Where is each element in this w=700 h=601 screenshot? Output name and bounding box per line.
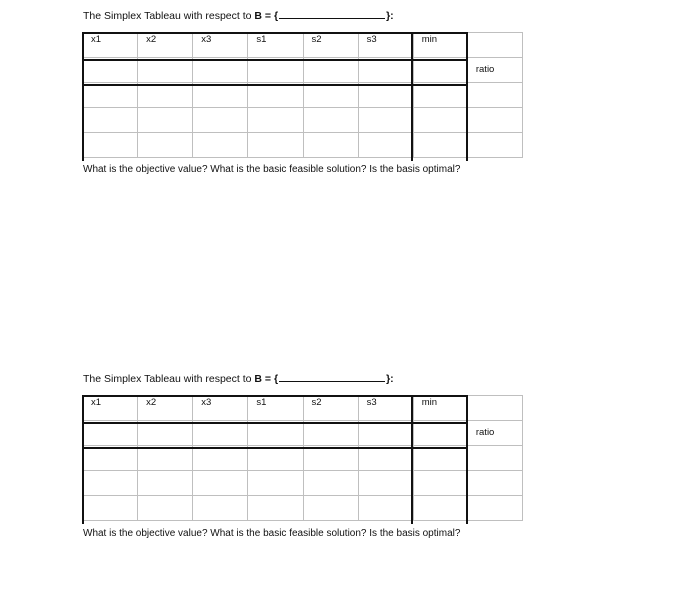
table-cell[interactable] (413, 108, 467, 133)
header-x3: x3 (193, 396, 248, 421)
question-text: What is the objective value? What is the basic feasible solution? Is the basis optimal? (83, 528, 461, 539)
table-cell[interactable] (193, 108, 248, 133)
table-cell[interactable] (303, 421, 358, 446)
table-cell[interactable] (303, 496, 358, 521)
table-cell[interactable] (193, 421, 248, 446)
header-s2: s2 (303, 396, 358, 421)
header-x1: x1 (83, 396, 138, 421)
frame-line (411, 395, 413, 524)
table-cell[interactable] (413, 58, 467, 83)
table-cell[interactable] (303, 108, 358, 133)
header-x3: x3 (193, 33, 248, 58)
table-cell[interactable] (138, 58, 193, 83)
table-cell[interactable] (303, 83, 358, 108)
table-row (83, 446, 523, 471)
table-row-header (83, 396, 523, 421)
simplex-tableau (82, 395, 523, 521)
frame-line (411, 32, 413, 161)
table-cell[interactable] (83, 496, 138, 521)
table-cell[interactable] (248, 421, 303, 446)
table-cell[interactable] (193, 471, 248, 496)
table-cell[interactable] (248, 58, 303, 83)
table-cell[interactable] (413, 496, 467, 521)
table-cell[interactable] (358, 496, 413, 521)
table-row-header (83, 33, 523, 58)
header-s1: s1 (248, 396, 303, 421)
table-cell[interactable] (413, 471, 467, 496)
header-x2: x2 (138, 33, 193, 58)
table-cell[interactable] (138, 108, 193, 133)
table-cell[interactable] (467, 133, 522, 158)
basis-blank[interactable] (279, 371, 385, 382)
frame-line (82, 32, 84, 161)
question-text: What is the objective value? What is the basic feasible solution? Is the basis optimal? (83, 164, 461, 175)
table-cell[interactable] (138, 496, 193, 521)
header-blank (467, 396, 522, 421)
table-cell[interactable] (248, 471, 303, 496)
header-x2: x2 (138, 396, 193, 421)
table-cell[interactable] (413, 83, 467, 108)
table-cell[interactable] (358, 108, 413, 133)
ratio-label: ratio (467, 421, 522, 446)
header-s3: s3 (358, 33, 413, 58)
basis-symbol: B (254, 373, 262, 385)
table-row-objective (83, 421, 523, 446)
table-cell[interactable] (138, 83, 193, 108)
header-blank (467, 33, 522, 58)
frame-line (466, 32, 468, 161)
tableau-title: The Simplex Tableau with respect to B = { }: (83, 373, 394, 385)
table-cell[interactable] (83, 133, 138, 158)
frame-line (466, 395, 468, 524)
table-cell[interactable] (358, 471, 413, 496)
table-cell[interactable] (138, 133, 193, 158)
table-row (83, 496, 523, 521)
table-cell[interactable] (413, 421, 467, 446)
table-cell[interactable] (193, 58, 248, 83)
table-cell[interactable] (413, 133, 467, 158)
table-row (83, 83, 523, 108)
table-row (83, 108, 523, 133)
header-s3: s3 (358, 396, 413, 421)
table-cell[interactable] (193, 83, 248, 108)
basis-blank[interactable] (279, 8, 385, 19)
header-min: min (413, 396, 467, 421)
table-cell[interactable] (303, 133, 358, 158)
header-x1: x1 (83, 33, 138, 58)
table-cell[interactable] (248, 133, 303, 158)
ratio-label: ratio (467, 58, 522, 83)
table-cell[interactable] (413, 446, 467, 471)
table-cell[interactable] (83, 421, 138, 446)
table-cell[interactable] (83, 83, 138, 108)
table-cell[interactable] (83, 58, 138, 83)
table-cell[interactable] (303, 58, 358, 83)
header-s1: s1 (248, 33, 303, 58)
table-cell[interactable] (358, 58, 413, 83)
table-cell[interactable] (83, 471, 138, 496)
table-row (83, 471, 523, 496)
table-cell[interactable] (358, 446, 413, 471)
table-row (83, 133, 523, 158)
header-s2: s2 (303, 33, 358, 58)
table-cell[interactable] (358, 83, 413, 108)
basis-symbol: B (254, 10, 262, 22)
table-row-objective (83, 58, 523, 83)
table-cell[interactable] (303, 446, 358, 471)
table-cell[interactable] (467, 446, 522, 471)
table-cell[interactable] (467, 108, 522, 133)
table-cell[interactable] (248, 446, 303, 471)
table-cell[interactable] (248, 108, 303, 133)
table-cell[interactable] (248, 83, 303, 108)
table-cell[interactable] (138, 446, 193, 471)
table-cell[interactable] (193, 496, 248, 521)
frame-line (82, 395, 84, 524)
table-cell[interactable] (467, 496, 522, 521)
table-cell[interactable] (467, 83, 522, 108)
table-cell[interactable] (358, 133, 413, 158)
table-cell[interactable] (467, 471, 522, 496)
table-cell[interactable] (303, 471, 358, 496)
table-cell[interactable] (138, 471, 193, 496)
table-cell[interactable] (83, 108, 138, 133)
table-cell[interactable] (83, 446, 138, 471)
header-min: min (413, 33, 467, 58)
table-cell[interactable] (193, 133, 248, 158)
simplex-tableau (82, 32, 523, 158)
table-cell[interactable] (138, 421, 193, 446)
table-cell[interactable] (248, 496, 303, 521)
tableau-title: The Simplex Tableau with respect to B = { }: (83, 10, 394, 22)
table-cell[interactable] (193, 446, 248, 471)
table-cell[interactable] (358, 421, 413, 446)
